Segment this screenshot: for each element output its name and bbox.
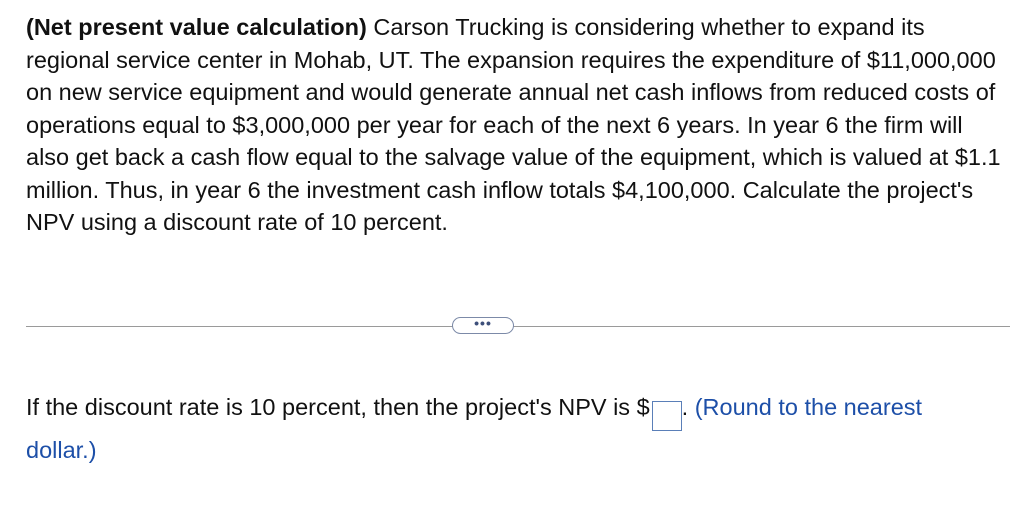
problem-title: (Net present value calculation) <box>26 14 367 40</box>
section-divider <box>26 326 1010 327</box>
expand-more-button[interactable] <box>452 314 514 334</box>
answer-line <box>26 388 986 469</box>
npv-answer-input[interactable] <box>652 401 682 431</box>
answer-prompt: If the discount rate is 10 percent, then the project's NPV is $ <box>26 394 650 420</box>
answer-period: . <box>681 394 695 420</box>
rounding-hint: (Round to the nearest dollar.) <box>26 394 923 463</box>
more-dots-icon: ••• <box>474 314 492 331</box>
problem-text: Carson Trucking is considering whether to expand its regional service center in Mohab, UT. The expansion requires the expenditure of $11,000,000 on new service equipment and would generate annual net cash inflows from reduced costs of operations equal to $3,000,000 per year for each of the next 6 years. In year 6 the firm will also get back a cash flow equal to the salvage value of the equipment, which is valued at $1.1 million. Thus, in year 6 the investment cash inflow totals $4,100,000. Calculate the project's NPV using a discount rate of 10 percent. <box>26 14 1001 235</box>
problem-statement <box>26 11 1001 239</box>
